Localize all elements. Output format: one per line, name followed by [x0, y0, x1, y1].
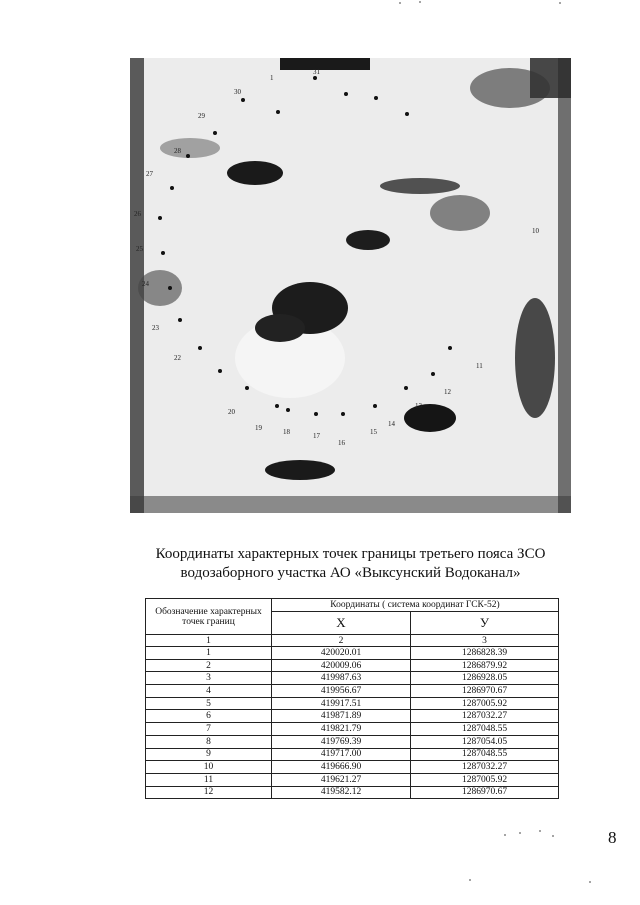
x-cell: 419956.67 — [272, 685, 411, 698]
x-cell: 419871.89 — [272, 710, 411, 723]
coordinates-table — [145, 598, 559, 799]
point-id-cell: 12 — [146, 786, 272, 799]
point-id-cell: 8 — [146, 735, 272, 748]
table-row — [146, 723, 559, 736]
map-point-label-17: 17 — [313, 432, 320, 440]
page-number: 8 — [608, 828, 617, 847]
x-cell: 419666.90 — [272, 761, 411, 774]
x-cell: 419621.27 — [272, 773, 411, 786]
point-id-cell: 10 — [146, 761, 272, 774]
y-cell: 1286928.05 — [411, 672, 559, 685]
index-cell-3: 3 — [411, 635, 559, 647]
x-cell: 419582.12 — [272, 786, 411, 799]
y-cell: 1287054.05 — [411, 735, 559, 748]
map-point-label-12: 12 — [444, 388, 451, 396]
y-cell: 1286828.39 — [411, 647, 559, 660]
coordinates-group-header: Координаты ( система координат ГСК-52) — [272, 599, 559, 612]
point-id-cell: 6 — [146, 710, 272, 723]
map-point-label-27: 27 — [146, 170, 153, 178]
y-cell: 1287005.92 — [411, 773, 559, 786]
point-id-cell: 11 — [146, 773, 272, 786]
table-row — [146, 773, 559, 786]
point-id-cell: 4 — [146, 685, 272, 698]
map-point-label-23: 23 — [152, 324, 159, 332]
point-id-cell: 1 — [146, 647, 272, 660]
map-point-label-31: 31 — [313, 68, 320, 76]
map-point-label-1: 1 — [270, 74, 274, 82]
point-id-cell: 7 — [146, 723, 272, 736]
caption-line-2: водозаборного участка АО «Выксунский Водоканал» — [180, 565, 521, 581]
table-row — [146, 786, 559, 799]
map-point-label-16: 16 — [338, 439, 345, 447]
x-cell: 420020.01 — [272, 647, 411, 660]
table-row — [146, 710, 559, 723]
table-row — [146, 647, 559, 660]
map-point-label-14: 14 — [388, 420, 395, 428]
map-point-label-18: 18 — [283, 428, 290, 436]
y-cell: 1286970.67 — [411, 685, 559, 698]
map-drawing — [130, 58, 571, 513]
col-x-header: X — [272, 612, 411, 635]
map-point-label-25: 25 — [136, 245, 143, 253]
table-row — [146, 672, 559, 685]
x-cell: 419987.63 — [272, 672, 411, 685]
map-point-label-30: 30 — [234, 88, 241, 96]
map-point-label-10: 10 — [532, 227, 539, 235]
table-row — [146, 685, 559, 698]
y-cell: 1287005.92 — [411, 697, 559, 710]
point-id-cell: 5 — [146, 697, 272, 710]
col-point-header: Обозначение характерных точек границ — [146, 599, 272, 635]
y-cell: 1286970.67 — [411, 786, 559, 799]
y-cell: 1287032.27 — [411, 710, 559, 723]
y-cell: 1287048.55 — [411, 748, 559, 761]
point-id-cell: 9 — [146, 748, 272, 761]
table-row — [146, 735, 559, 748]
caption-line-1: Координаты характерных точек границы третьего пояса ЗСО — [155, 546, 546, 562]
x-cell: 420009.06 — [272, 659, 411, 672]
x-cell: 419717.00 — [272, 748, 411, 761]
table-row — [146, 748, 559, 761]
index-cell-1: 1 — [146, 635, 272, 647]
table-row — [146, 659, 559, 672]
map-point-label-24: 24 — [142, 280, 149, 288]
map-point-label-26: 26 — [134, 210, 141, 218]
x-cell: 419821.79 — [272, 723, 411, 736]
map-image — [130, 58, 571, 513]
index-cell-2: 2 — [272, 635, 411, 647]
table-caption — [130, 545, 571, 583]
table-row — [146, 697, 559, 710]
y-cell: 1287048.55 — [411, 723, 559, 736]
map-point-label-19: 19 — [255, 424, 262, 432]
x-cell: 419769.39 — [272, 735, 411, 748]
col-y-header: У — [411, 612, 559, 635]
y-cell: 1287032.27 — [411, 761, 559, 774]
map-point-label-15: 15 — [370, 428, 377, 436]
x-cell: 419917.51 — [272, 697, 411, 710]
y-cell: 1286879.92 — [411, 659, 559, 672]
map-point-label-13: 13 — [415, 402, 422, 410]
map-point-label-29: 29 — [198, 112, 205, 120]
table-row — [146, 761, 559, 774]
map-point-label-20: 20 — [228, 408, 235, 416]
point-id-cell: 3 — [146, 672, 272, 685]
point-id-cell: 2 — [146, 659, 272, 672]
map-point-label-22: 22 — [174, 354, 181, 362]
map-point-label-11: 11 — [476, 362, 483, 370]
map-point-label-28: 28 — [174, 147, 181, 155]
